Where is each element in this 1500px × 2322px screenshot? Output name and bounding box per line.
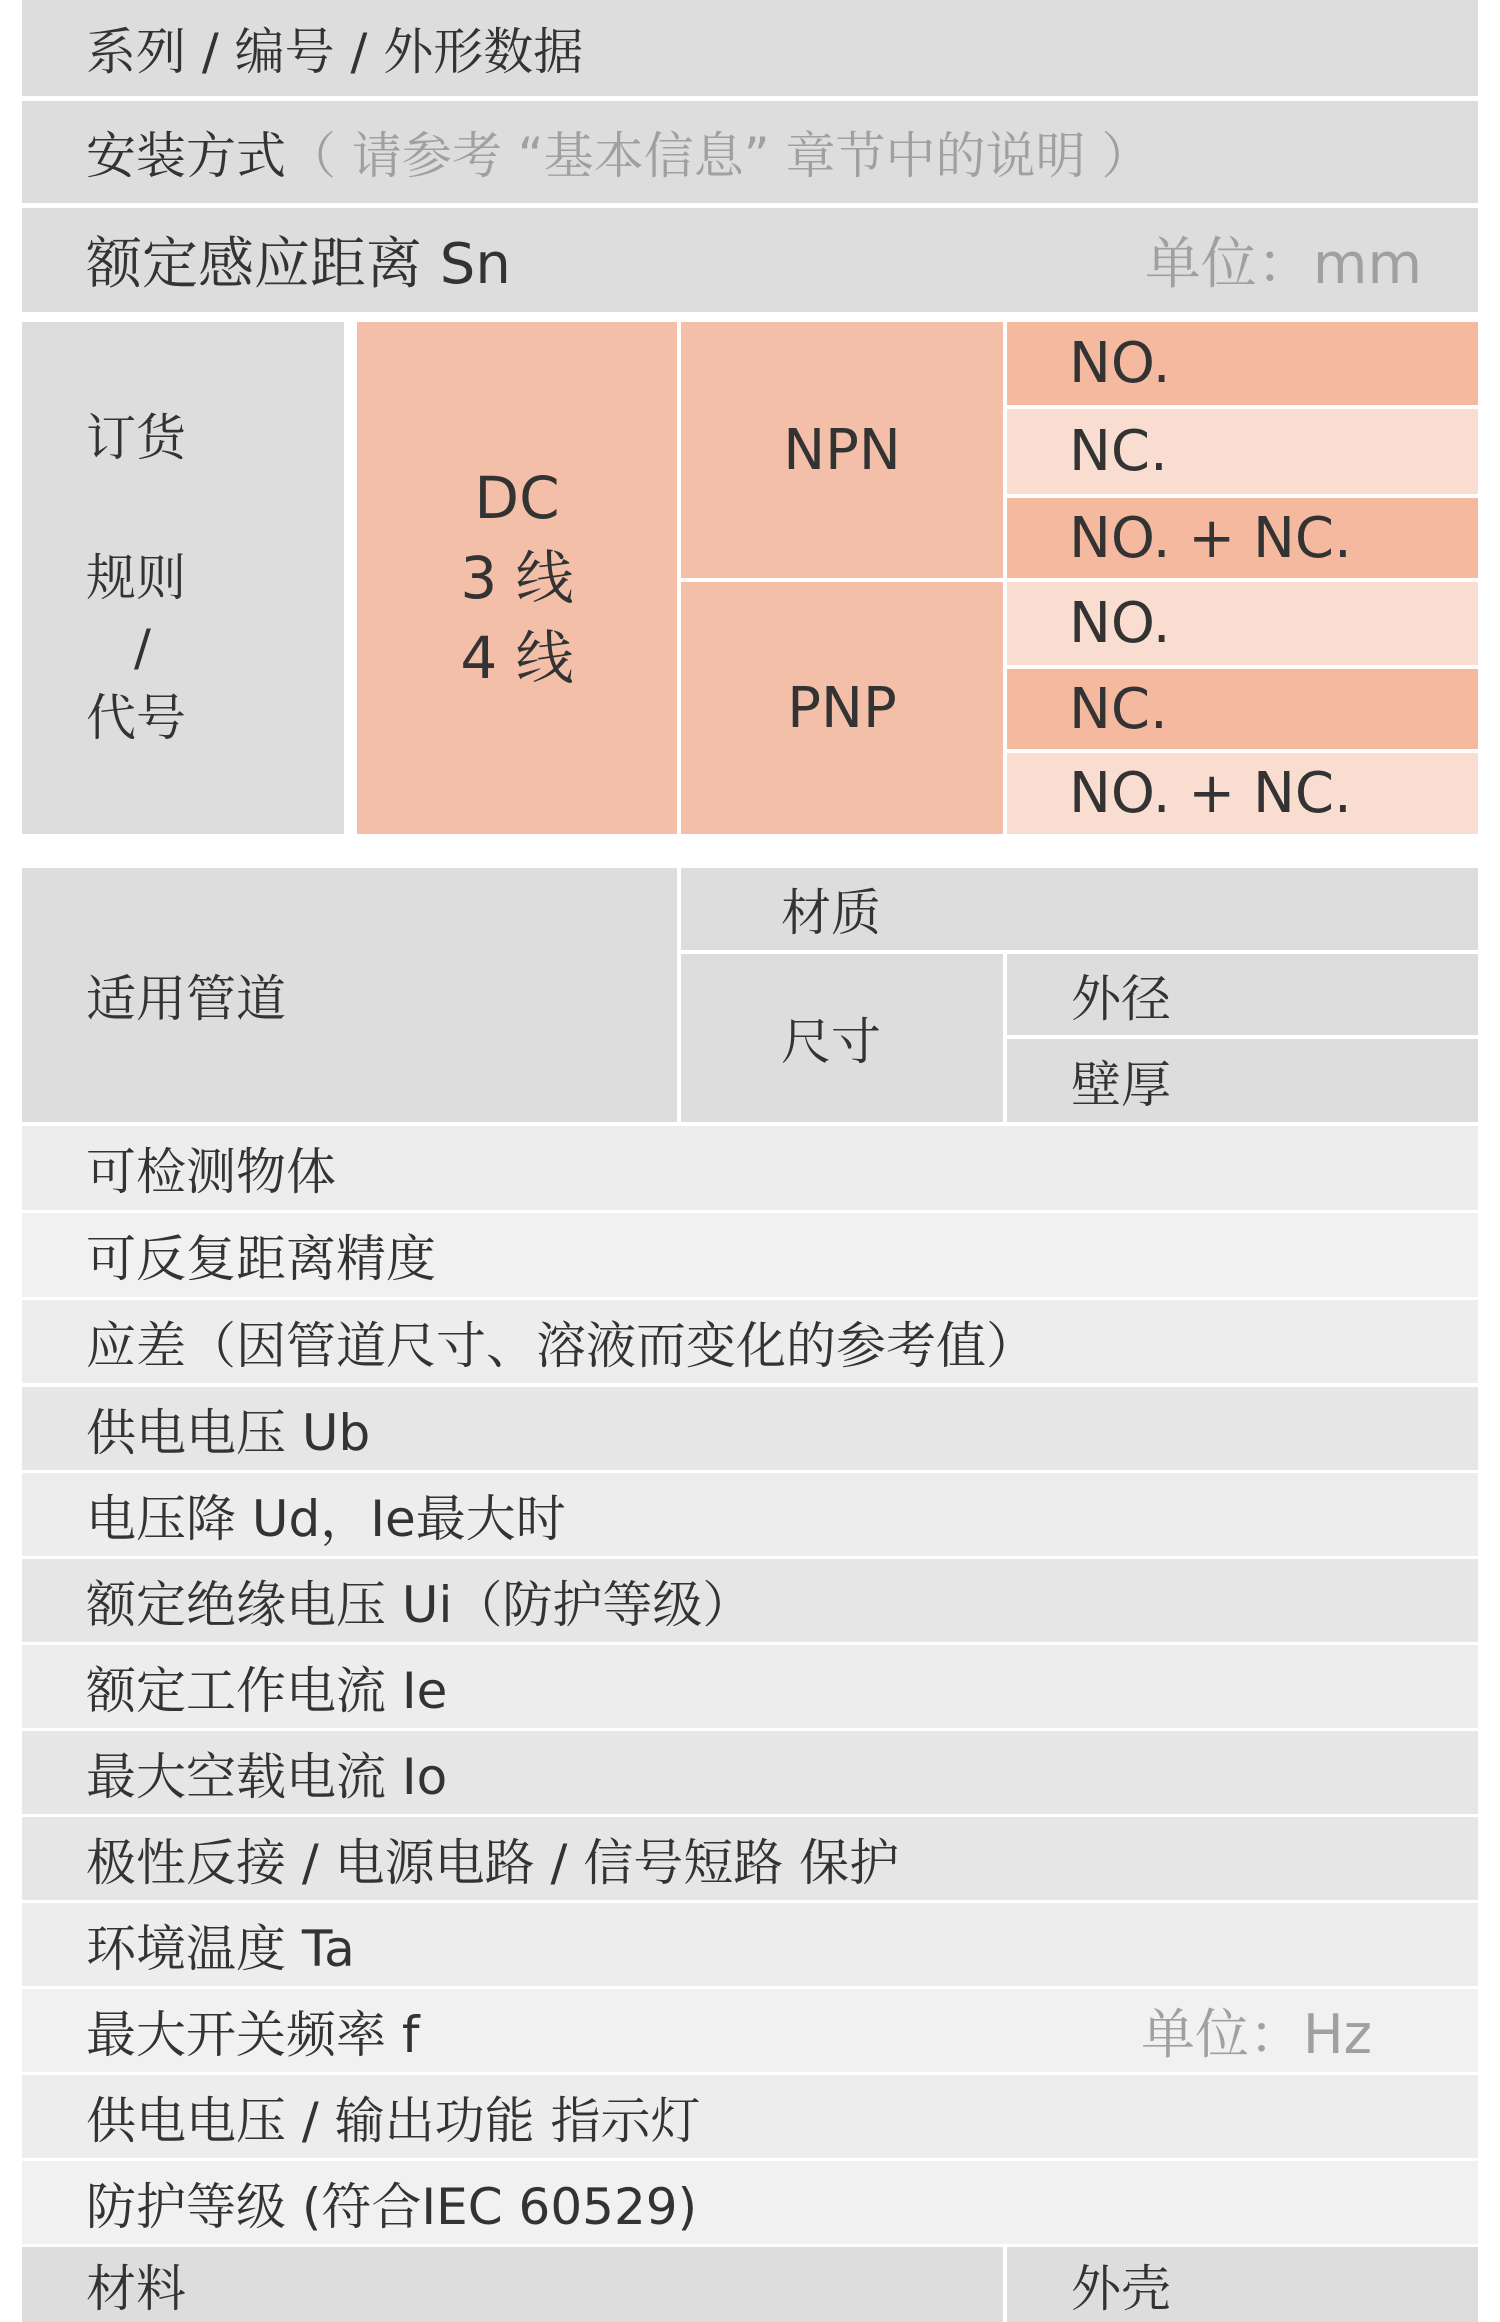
spec-row [22,1473,1478,1556]
housing-cell [1007,2247,1478,2322]
pnp-label: PNP [787,675,897,741]
spec-label: 环境温度 Ta [86,1919,355,1978]
npn-cell [681,322,1003,578]
order-label-line3: / [134,619,151,677]
npn-output-no-nc-label: NO. + NC. [1069,505,1352,571]
series-row [22,0,1478,96]
spec-row [22,1213,1478,1297]
material-label-cell [22,2247,1003,2322]
npn-output-nc [1007,409,1478,494]
pipe-outer-diameter-cell [1007,954,1478,1035]
pipe-size-cell [681,954,1003,1122]
mounting-label: 安装方式 [86,127,286,185]
power-4-wire: 4 线 [460,624,574,692]
sensing-distance-label: 额定感应距离 Sn [86,232,511,297]
sensing-distance-row [22,208,1478,312]
pnp-output-no [1007,582,1478,665]
pipe-label-cell [22,868,677,1122]
npn-output-no [1007,322,1478,405]
spec-row [22,2161,1478,2244]
sensing-unit: 单位：mm [1144,232,1422,297]
spec-row [22,1645,1478,1728]
power-dc: DC [474,464,560,532]
spec-row [22,1903,1478,1986]
spec-row [22,1817,1478,1900]
pnp-output-no-nc [1007,753,1478,834]
spec-row [22,1387,1478,1470]
frequency-unit: 单位：Hz [1141,2003,1372,2066]
spec-label: 可反复距离精度 [86,1230,436,1288]
pipe-material-label: 材质 [781,884,881,942]
pipe-outer-diameter-label: 外径 [1071,969,1171,1028]
pipe-size-label: 尺寸 [781,1013,881,1071]
power-3-wire: 3 线 [460,544,574,612]
pipe-wall-thickness-label: 壁厚 [1071,1055,1171,1114]
order-label-line1: 订货 [86,409,186,467]
spec-label: 应差（因管道尺寸、溶液而变化的参考值） [86,1316,1036,1375]
pnp-cell [681,582,1003,834]
spec-label: 额定绝缘电压 Ui（防护等级） [86,1575,753,1634]
pipe-label: 适用管道 [86,970,286,1028]
pipe-material-cell [681,868,1478,950]
spec-row [22,1989,1478,2072]
spec-label: 最大空载电流 Io [86,1747,448,1806]
order-code-label [22,322,344,834]
spec-row [22,2075,1478,2158]
spec-label: 极性反接 / 电源电路 / 信号短路 保护 [86,1833,900,1892]
npn-output-no-label: NO. [1069,331,1171,396]
pipe-wall-thickness-cell [1007,1039,1478,1122]
power-type-cell [357,322,677,834]
spec-label: 电压降 Ud，Ie最大时 [86,1489,566,1548]
pnp-output-no-label: NO. [1069,591,1171,656]
order-label-line4: 代号 [86,689,186,747]
spec-row [22,1559,1478,1642]
order-label-line2: 规则 [86,549,186,607]
spec-row [22,1731,1478,1814]
pnp-output-nc-label: NC. [1069,676,1168,742]
mounting-row [22,101,1478,203]
spec-label: 防护等级 (符合IEC 60529) [86,2177,698,2236]
series-label: 系列 / 编号 / 外形数据 [86,23,584,81]
housing-label: 外壳 [1071,2259,1171,2318]
npn-output-no-nc [1007,498,1478,578]
spec-label: 供电电压 Ub [86,1403,371,1462]
spec-label: 额定工作电流 Ie [86,1661,448,1720]
spec-row [22,1126,1478,1210]
spec-row [22,1300,1478,1383]
spec-label: 可检测物体 [86,1143,336,1201]
spec-label: 最大开关频率 f [86,2005,420,2064]
npn-label: NPN [783,417,901,483]
spec-label: 供电电压 / 输出功能 指示灯 [86,2091,701,2150]
mounting-note: （ 请参考 “基本信息” 章节中的说明 ） [286,127,1152,185]
material-label: 材料 [86,2259,186,2318]
npn-output-nc-label: NC. [1069,419,1168,484]
pnp-output-nc [1007,669,1478,749]
pnp-output-no-nc-label: NO. + NC. [1069,761,1352,826]
